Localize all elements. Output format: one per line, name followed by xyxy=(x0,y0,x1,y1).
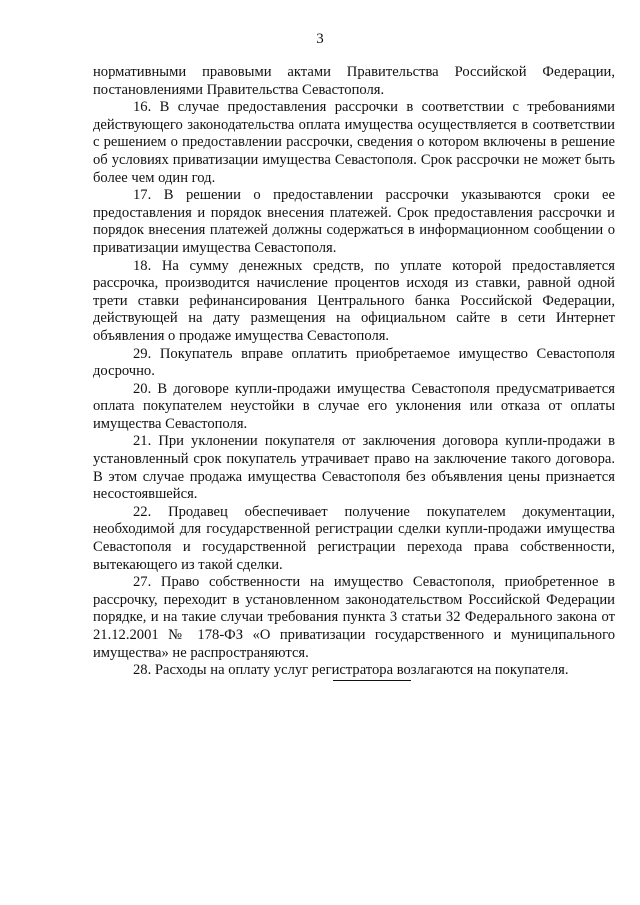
end-divider-line xyxy=(333,680,411,681)
paragraph-27: 27. Право собственности на имущество Севастополя, приобретенное в рассрочку, переходит в установленном законодательством Российской Федерации порядке, и на такие случаи требования пункта 3 статьи 32 Федерального закона от 21.12.2001 № 178-ФЗ «О приватизации государственного и муниципального имущества» не распространяются. xyxy=(93,574,615,661)
paragraph-21: 21. При уклонении покупателя от заключения договора купли-продажи в установленный срок покупатель утрачивает право на заключение такого договора. В этом случае продажа имущества Севастополя без объявления цены признается несостоявшейся. xyxy=(93,433,615,503)
paragraph-18: 18. На сумму денежных средств, по уплате которой предоставляется рассрочка, производится начисление процентов исходя из ставки, равной одной трети ставки рефинансирования Центрального банка Российской Федерации, действующей на дату размещения на официальном сайте в сети Интернет объявления о продаже имущества Севастополя. xyxy=(93,257,615,344)
paragraph-28: 28. Расходы на оплату услуг регистратора возлагаются на покупателя. xyxy=(133,662,569,679)
paragraph-17: 17. В решении о предоставлении рассрочки указываются сроки ее предоставления и порядок внесения платежей. Срок предоставления рассрочки и порядок внесения платежей должны содержаться в информационном сообщении о приватизации имущества Севастополя. xyxy=(93,187,615,256)
paragraph-29: 29. Покупатель вправе оплатить приобретаемое имущество Севастополя досрочно. xyxy=(93,345,615,380)
paragraph-22: 22. Продавец обеспечивает получение покупателем документации, необходимой для государственной регистрации сделки купли-продажи имущества Севастополя и государственной регистрации перехода права собственности, вытекающего из такой сделки. xyxy=(93,503,615,573)
page-number: 3 xyxy=(316,31,324,47)
paragraph-16: 16. В случае предоставления рассрочки в соответствии с требованиями действующего законодательства оплата имущества осуществляется в соответствии с решением о предоставлении рассрочки, сведения о котором включены в решение об условиях приватизации имущества Севастополя. Срок рассрочки не может быть более чем один год. xyxy=(93,99,615,186)
paragraph-20: 20. В договоре купли-продажи имущества Севастополя предусматривается оплата покупателем неустойки в случае его уклонения или отказа от оплаты имущества Севастополя. xyxy=(93,380,615,432)
document-body xyxy=(93,64,615,680)
paragraph-continuation: нормативными правовыми актами Правительства Российской Федерации, постановлениями Правительства Севастополя. xyxy=(93,64,615,98)
